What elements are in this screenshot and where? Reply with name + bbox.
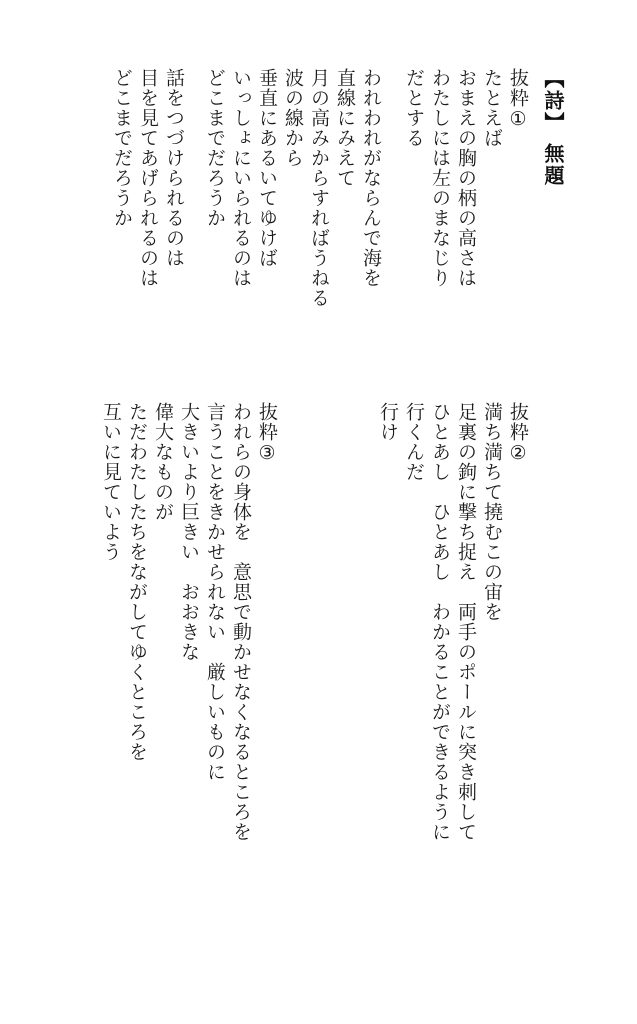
excerpt1-s1-line4: だとする <box>403 68 425 148</box>
excerpt2-line1: 満ち満ちて撓むこの宙を <box>481 402 503 622</box>
excerpt2-heading: 抜粋② <box>507 402 529 465</box>
excerpt2-line4: 行くんだ <box>403 402 425 482</box>
excerpt1-s3-line3: どこまでだろうか <box>111 68 133 228</box>
excerpt1-s3-line2: 目を見てあげられるのは <box>137 68 159 288</box>
excerpt2-line5: 行け <box>377 402 399 442</box>
excerpt1-s1-line2: おまえの胸の柄の高さは <box>455 68 477 288</box>
poem-title: 【詩】 無題 <box>541 68 565 187</box>
excerpt3-heading: 抜粋③ <box>256 402 278 465</box>
excerpt1-s2-line3: 月の高みからすればうねる <box>308 68 330 308</box>
excerpt1-s2-line4: 波の線から <box>282 68 304 168</box>
excerpt1-s2-line7: どこまでだろうか <box>204 68 226 228</box>
excerpt3-line5: ただわたしたちをながしてゆくところを <box>126 402 148 762</box>
excerpt2-line2: 足裏の鉤に撃ち捉え 両手のポールに突き刺して <box>455 402 477 842</box>
excerpt1-heading: 抜粋① <box>507 68 529 131</box>
excerpt3-line3: 大きいより巨きい おおきな <box>178 402 200 662</box>
excerpt1-s1-line3: わたしには左のまなじり <box>429 68 451 288</box>
excerpt3-line6: 互いに見ていよう <box>100 402 122 562</box>
excerpt1-s2-line1: われわれがならんで海を <box>360 68 382 288</box>
excerpt1-s2-line6: いっしょにいられるのは <box>230 68 252 288</box>
excerpt2-line3: ひとあし ひとあし わかることができるように <box>429 402 451 842</box>
excerpt1-s3-line1: 話をつづけられるのは <box>163 68 185 268</box>
excerpt3-line2: 言うことをきかせられない 厳しいものに <box>204 402 226 782</box>
excerpt3-line4: 偉大なものが <box>152 402 174 522</box>
excerpt1-s2-line2: 直線にみえて <box>334 68 356 188</box>
excerpt1-s1-line1: たとえば <box>481 68 503 148</box>
excerpt1-s2-line5: 垂直にあるいてゆけば <box>256 68 278 268</box>
excerpt3-line1: われらの身体を 意思で動かせなくなるところを <box>230 402 252 842</box>
